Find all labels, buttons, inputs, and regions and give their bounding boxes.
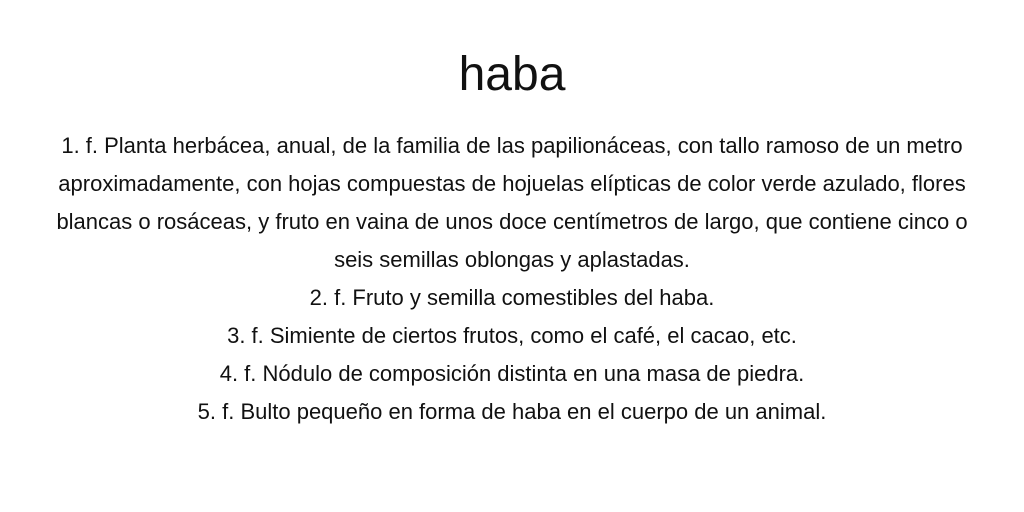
definition-text: 5. f. Bulto pequeño en forma de haba en el cuerpo de un animal. [197, 399, 827, 424]
definition-text: 1. f. Planta herbácea, anual, de la familia de las papilionáceas, con tallo ramoso de un metro aproximadamente, con hojas compuestas de hojuelas elípticas de color verde azulado, flores blancas o rosáceas, y fruto en vaina de unos doce centímetros de largo, que contiene cinco o seis semillas oblongas y aplastadas. [56, 133, 968, 272]
definition-list [30, 127, 994, 431]
definition-text: 4. f. Nódulo de composición distinta en una masa de piedra. [219, 361, 805, 386]
definition-text: 2. f. Fruto y semilla comestibles del haba. [309, 285, 715, 310]
definition-item-5 [30, 393, 994, 431]
definition-item-2 [30, 279, 994, 317]
headword-title: haba [458, 48, 566, 101]
definition-item-1 [30, 127, 994, 279]
definition-item-3 [30, 317, 994, 355]
definition-text: 3. f. Simiente de ciertos frutos, como el café, el cacao, etc. [227, 323, 797, 348]
definition-item-4 [30, 355, 994, 393]
